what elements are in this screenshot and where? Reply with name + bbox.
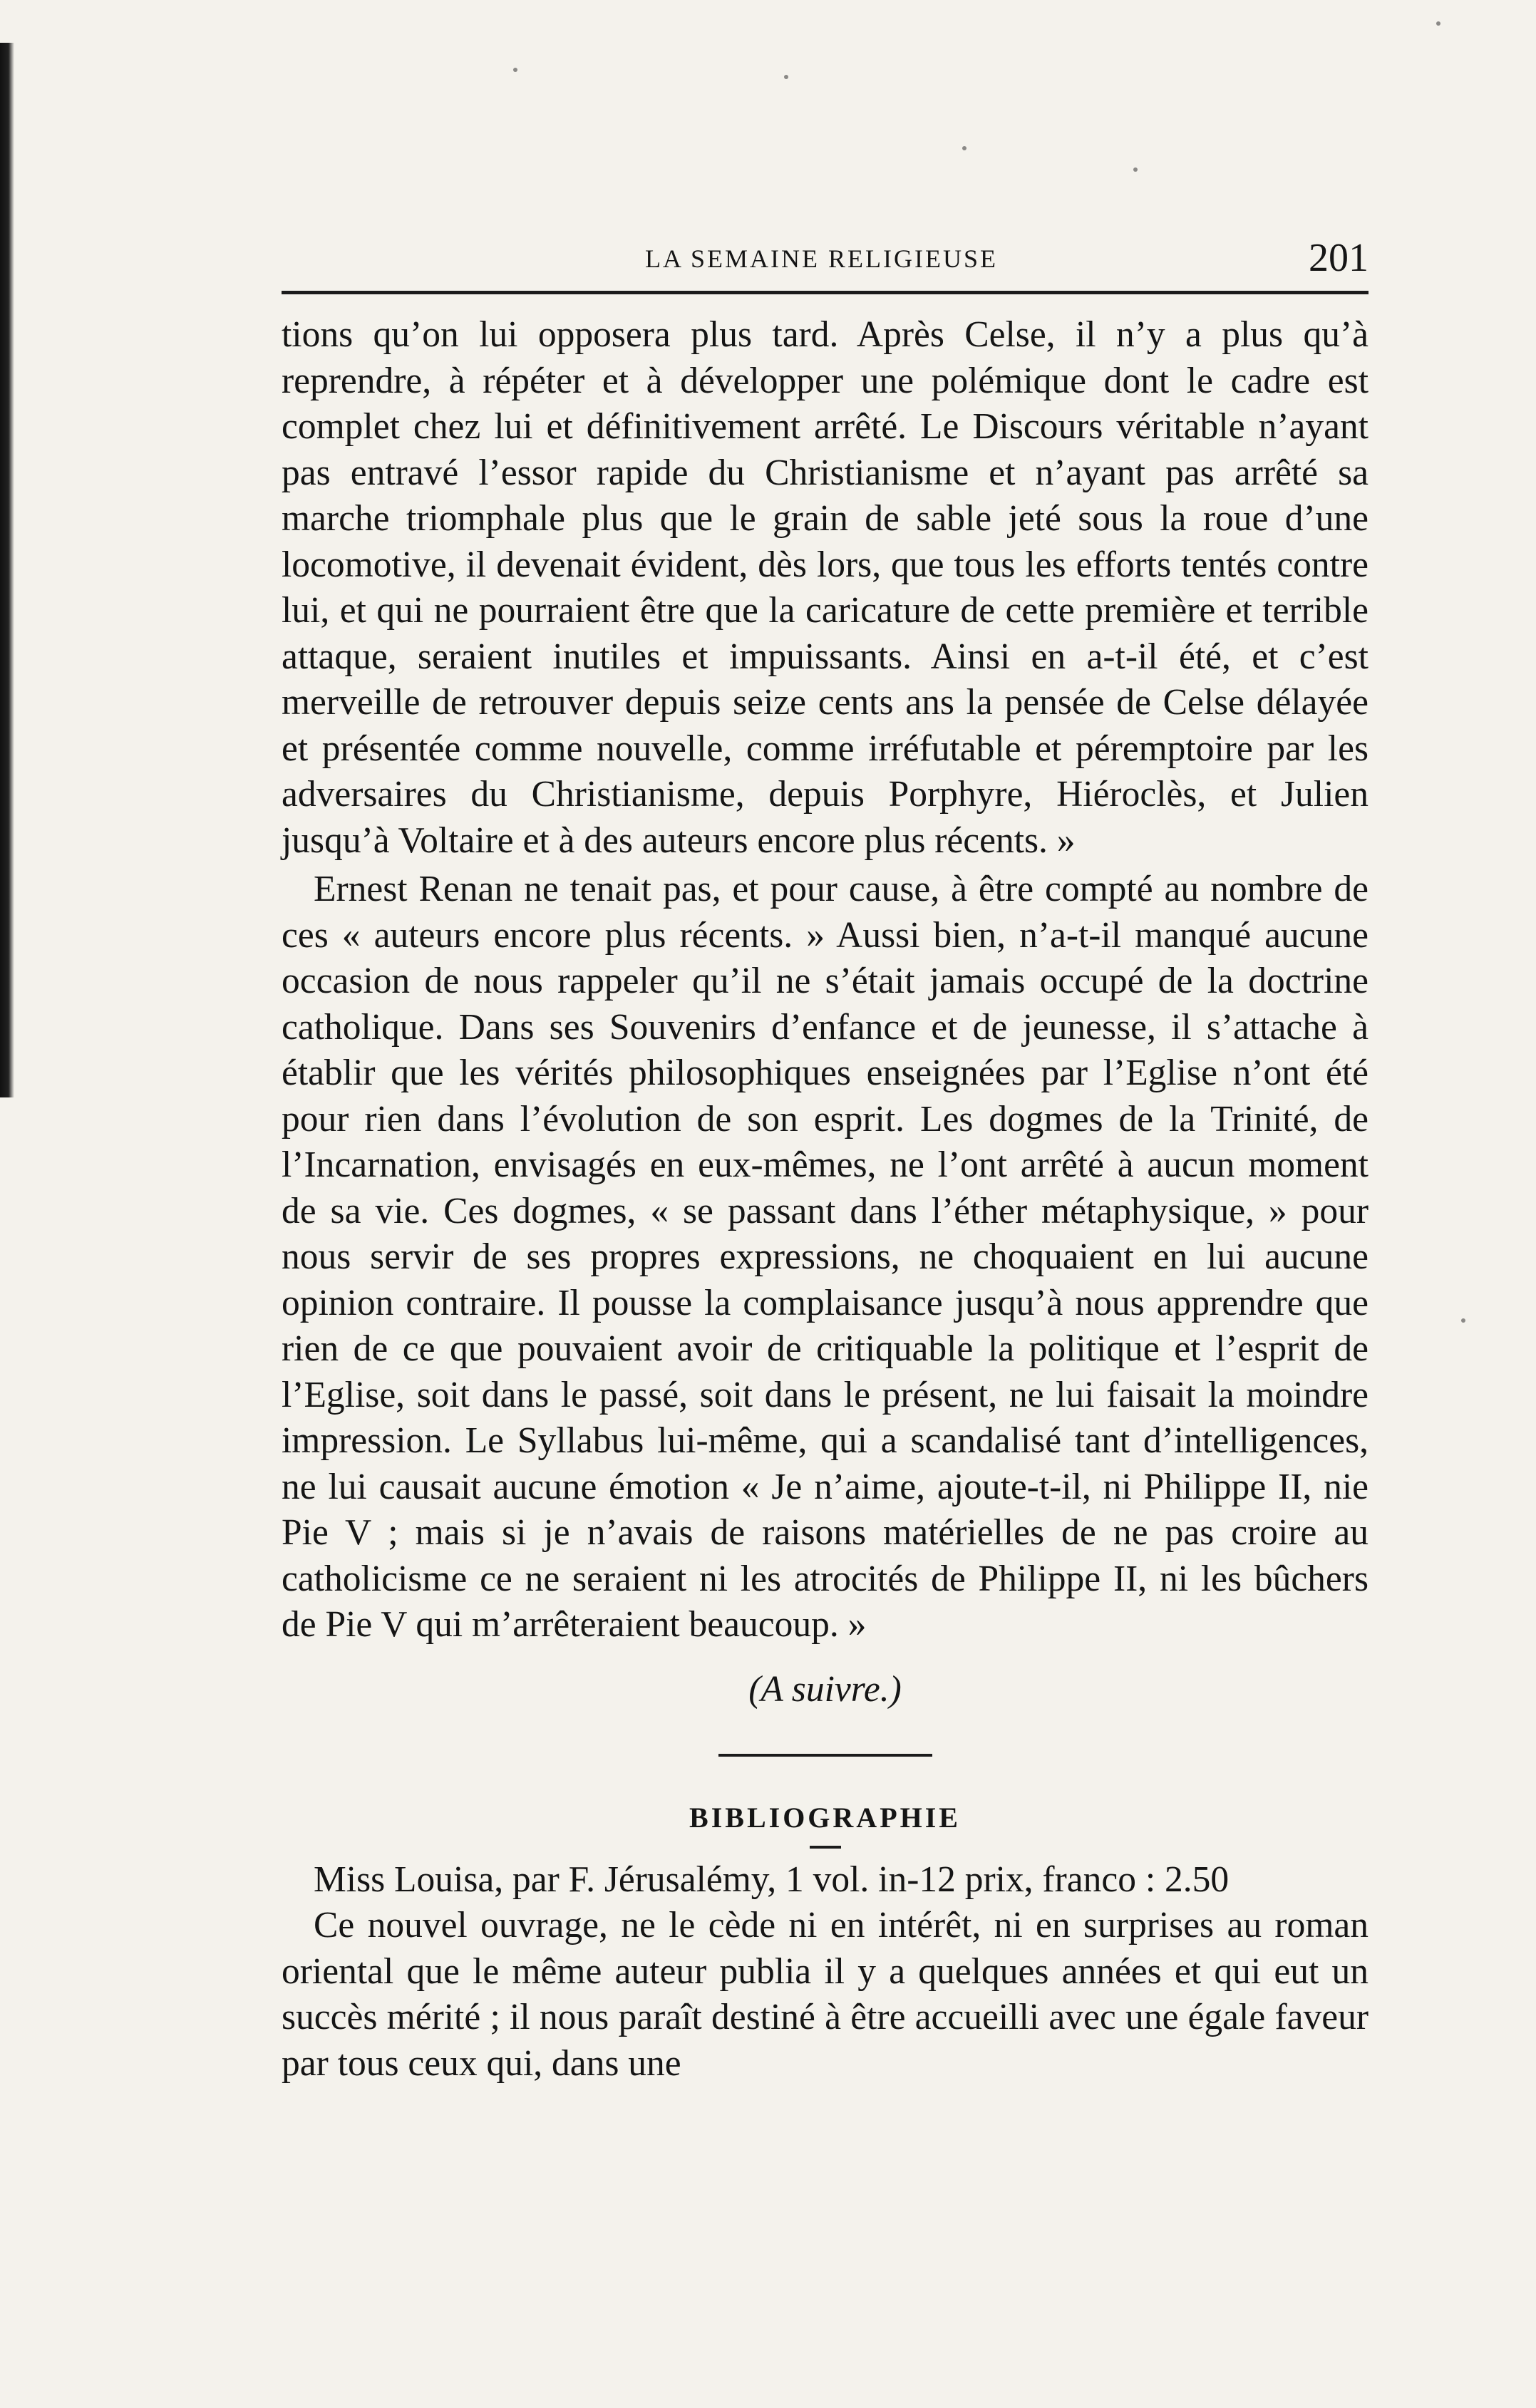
running-title: LA SEMAINE RELIGIEUSE xyxy=(645,244,998,273)
heading-rule xyxy=(810,1846,841,1849)
scan-speck xyxy=(1461,1318,1465,1323)
paragraph-renan: Ernest Renan ne tenait pas, et pour cause, à être compté au nombre de ces « auteurs encore plus récents. » Aussi bien, n’a-t-il manqué aucune occasion de nous rappeler qu’il ne s’était jamais occupé de la doctrine catholique. Dans ses Souvenirs d’enfance et de jeunesse, il s’attache à établir que les vérités philosophiques enseignées par l’Eglise n’ont été pour rien dans l’évolution de son esprit. Les dogmes de la Trinité, de l’Incarnation, envisagés en eux-mêmes, ne l’ont arrêté à aucun moment de sa vie. Ces dogmes, « se passant dans l’éther métaphysique, » pour nous servir de ses propres expressions, ne choquaient en lui aucune opinion contraire. Il pousse la complaisance jusqu’à nous apprendre que rien de ce que pouvaient avoir de critiquable la politique et l’esprit de l’Eglise, soit dans le passé, soit dans le présent, ne lui faisait la moindre impression. Le Syllabus lui-même, qui a scandalisé tant d’intelligences, ne lui causait aucune émotion « Je n’aime, ajoute-t-il, ni Philippe II, nie Pie V ; mais si je n’avais de raisons matérielles de ne pas croire au catholicisme ce ne seraient ni les atrocités de Philippe II, ni les bûchers de Pie V qui m’arrêteraient beaucoup. » xyxy=(282,869,1369,1645)
page-header xyxy=(282,235,1369,285)
scan-speck xyxy=(513,68,517,72)
to-be-continued: (A suivre.) xyxy=(748,1668,902,1710)
header-rule xyxy=(282,291,1369,294)
paragraph-continuation: tions qu’on lui opposera plus tard. Après Celse, il n’y a plus qu’à reprendre, à répéter et à développer une polémique dont le cadre est complet chez lui et définitivement arrêté. Le Discours véritable n’ayant pas entravé l’essor rapide du Christianisme et n’ayant pas arrêté sa marche triomphale plus que le grain de sable jeté sous la roue d’une locomotive, il devenait évident, dès lors, que tous les efforts tentés contre lui, et qui ne pourraient être que la caricature de cette première et terrible attaque, seraient inutiles et impuissants. Ainsi en a-t-il été, et c’est merveille de retrouver depuis seize cents ans la pensée de Celse délayée et présentée comme nouvelle, comme irréfutable et péremptoire par les adversaires du Christianisme, depuis Porphyre, Hiéroclès, et Julien jusqu’à Voltaire et à des auteurs encore plus récents. » xyxy=(282,314,1369,861)
scan-speck xyxy=(1436,21,1440,26)
scan-speck xyxy=(962,146,967,150)
section-heading-bibliography: BIBLIOGRAPHIE xyxy=(689,1802,961,1834)
page-number: 201 xyxy=(1309,236,1369,280)
book-review: Ce nouvel ouvrage, ne le cède ni en intérêt, ni en surprises au roman oriental que le même auteur publia il y a quelques années et qui eut un succès mérité ; il nous paraît destiné à être accueilli avec une égale faveur par tous ceux qui, dans une xyxy=(282,1905,1369,2084)
page-body xyxy=(282,312,1369,2087)
scan-edge-shadow xyxy=(0,43,14,1097)
book-entry: Miss Louisa, par F. Jérusalémy, 1 vol. in-12 prix, franco : 2.50 xyxy=(314,1859,1230,1900)
section-separator xyxy=(718,1754,932,1757)
scan-speck xyxy=(1133,167,1138,172)
scan-speck xyxy=(784,75,788,79)
